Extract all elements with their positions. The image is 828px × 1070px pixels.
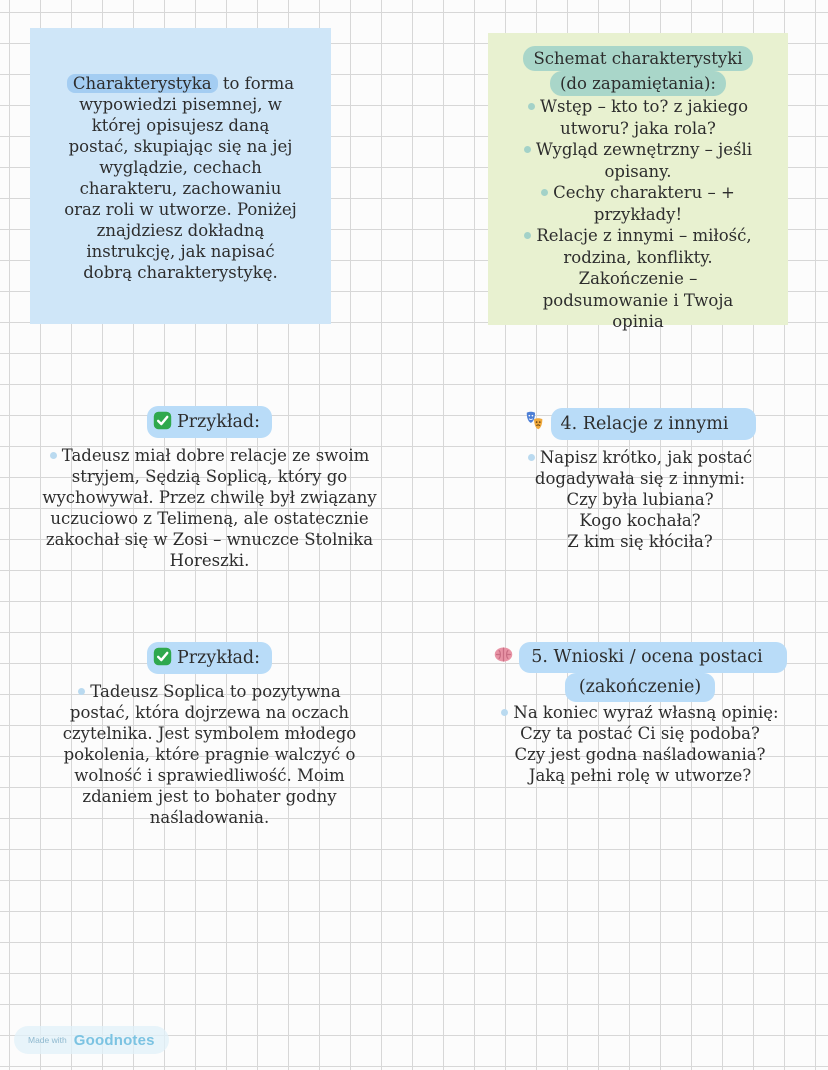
text-line	[494, 182, 782, 204]
relations-title-line	[462, 408, 818, 440]
text-line: instrukcję, jak napisać	[86, 242, 275, 261]
example1-title-text: Przykład:	[176, 412, 261, 432]
text-line	[494, 311, 782, 333]
line-text: Tadeusz miał dobre relacje ze swoim	[61, 446, 370, 465]
line-text: podsumowanie i Twoja	[542, 290, 734, 310]
text-line	[12, 744, 407, 765]
bullet-dot-icon	[528, 454, 535, 461]
text-line	[494, 161, 782, 183]
line-text: Horeszki.	[169, 551, 250, 570]
text-line	[494, 204, 782, 226]
line-text: zakochał się w Zosi – wnuczce Stolnika	[45, 530, 374, 549]
goodnotes-watermark	[14, 1026, 169, 1054]
line-text: Z kim się kłóciła?	[567, 532, 713, 551]
line-text: przykłady!	[593, 204, 683, 224]
watermark-made-with: Made with	[28, 1035, 67, 1045]
schema-title-pill2: (do zapamiętania):	[550, 71, 726, 96]
text-line	[12, 723, 407, 744]
line-text: wolność i sprawiedliwość. Moim	[74, 766, 345, 785]
line-text: Kogo kochała?	[579, 511, 701, 530]
text-line	[12, 508, 407, 529]
relations-title-pill: 4. Relacje z innymi	[551, 408, 757, 440]
relations-block	[462, 408, 818, 552]
text-line: dobrą charakterystykę.	[83, 263, 278, 282]
example2-title-pill	[147, 642, 272, 674]
text-line	[12, 807, 407, 828]
conclusions-title-pill2: (zakończenie)	[565, 673, 715, 702]
line-text: zdaniem jest to bohater godny	[82, 787, 337, 806]
text-line	[455, 723, 825, 744]
text-line	[494, 225, 782, 247]
schema-title-line2	[494, 71, 782, 96]
line-text: naśladowania.	[149, 808, 270, 827]
intro-first-line	[40, 73, 321, 94]
example1-title-pill	[147, 406, 272, 438]
masks-icon	[524, 410, 546, 432]
text-line	[462, 489, 818, 510]
text-line	[494, 118, 782, 140]
text-line: charakteru, zachowaniu	[79, 179, 282, 198]
line-text: opisany.	[604, 161, 672, 181]
text-line	[12, 786, 407, 807]
line-text: utworu? jaka rola?	[560, 118, 716, 138]
text-line: wyglądzie, cechach	[99, 158, 262, 177]
line-text: Czy była lubiana?	[566, 490, 714, 509]
bullet-dot-icon	[541, 189, 548, 196]
text-line	[462, 468, 818, 489]
text-line	[494, 96, 782, 118]
bullet-dot-icon	[524, 232, 531, 239]
conclusions-title-line1	[455, 642, 825, 673]
conclusions-block	[455, 642, 825, 786]
line-text: Napisz krótko, jak postać	[539, 448, 753, 467]
text-line: której opisujesz daną	[91, 116, 270, 135]
line-text: Wygląd zewnętrzny – jeśli	[535, 140, 753, 159]
text-line	[12, 702, 407, 723]
text-line	[12, 529, 407, 550]
line-text: Tadeusz Soplica to pozytywna	[90, 682, 341, 701]
line-text: rodzina, konflikty.	[563, 247, 713, 267]
text-line	[494, 247, 782, 269]
conclusions-lines	[455, 702, 825, 786]
intro-lines	[40, 94, 321, 283]
schema-title-line1	[494, 46, 782, 71]
line-text: Zakończenie –	[578, 269, 698, 288]
example1-title-line	[12, 406, 407, 438]
bullet-dot-icon	[78, 688, 85, 695]
brain-icon	[493, 644, 514, 665]
line-text: pokolenia, które pragnie walczyć o	[63, 745, 356, 764]
example2-title-text: Przykład:	[176, 648, 261, 668]
check-icon	[153, 647, 172, 666]
text-line	[455, 702, 825, 723]
goodnotes-logo: Goodnotes	[73, 1031, 155, 1049]
text-line: oraz roli w utworze. Poniżej	[64, 200, 297, 219]
text-line	[12, 445, 407, 466]
text-line: wypowiedzi pisemnej, w	[79, 95, 282, 114]
line-text: Czy jest godna naśladowania?	[514, 745, 766, 764]
line-text: opinia	[612, 312, 664, 331]
line-text: Relacje z innymi – miłość,	[536, 226, 752, 245]
schema-note-box	[488, 33, 788, 331]
line-text: Wstęp – kto to? z jakiego	[539, 97, 748, 116]
text-line	[12, 487, 407, 508]
line-text: stryjem, Sędzią Soplicą, który go	[71, 467, 348, 486]
example1-lines	[12, 445, 407, 571]
relations-lines	[462, 447, 818, 552]
text-line	[455, 765, 825, 786]
text-line	[455, 744, 825, 765]
schema-title-pill1: Schemat charakterystyki	[523, 46, 752, 71]
text-line	[462, 447, 818, 468]
intro-note-box	[30, 28, 331, 324]
bullet-dot-icon	[50, 452, 57, 459]
text-line	[12, 466, 407, 487]
line-text: Czy ta postać Ci się podoba?	[520, 724, 760, 743]
text-line	[462, 531, 818, 552]
schema-lines	[494, 96, 782, 333]
check-icon	[153, 411, 172, 430]
line-text: Cechy charakteru – +	[553, 183, 735, 202]
highlighted-term: Charakterystyka	[67, 74, 218, 93]
example2-title-line	[12, 642, 407, 674]
text-line: znajdziesz dokładną	[96, 221, 265, 240]
example1-block	[12, 406, 407, 571]
conclusions-title-line2	[455, 673, 825, 702]
line-text: dogadywała się z innymi:	[534, 469, 746, 488]
line-text: postać, która dojrzewa na oczach	[69, 703, 350, 722]
text-line	[12, 765, 407, 786]
line-text: wychowywał. Przez chwilę był związany	[42, 488, 377, 507]
example2-block	[12, 642, 407, 828]
bullet-dot-icon	[501, 709, 508, 716]
line-text: uczuciowo z Telimeną, ale ostatecznie	[50, 509, 369, 528]
example2-lines	[12, 681, 407, 828]
conclusions-title-pill1: 5. Wnioski / ocena postaci	[519, 642, 786, 673]
text-line	[494, 139, 782, 161]
text-line: postać, skupiając się na jej	[68, 137, 293, 156]
intro-first-line-rest: to forma	[217, 74, 295, 93]
text-line	[462, 510, 818, 531]
text-line	[494, 290, 782, 312]
line-text: Na koniec wyraź własną opinię:	[513, 703, 779, 722]
line-text: czytelnika. Jest symbolem młodego	[62, 724, 357, 743]
bullet-dot-icon	[524, 146, 531, 153]
bullet-dot-icon	[528, 103, 535, 110]
text-line	[494, 268, 782, 290]
text-line	[12, 550, 407, 571]
line-text: Jaką pełni rolę w utworze?	[528, 766, 752, 785]
text-line	[12, 681, 407, 702]
